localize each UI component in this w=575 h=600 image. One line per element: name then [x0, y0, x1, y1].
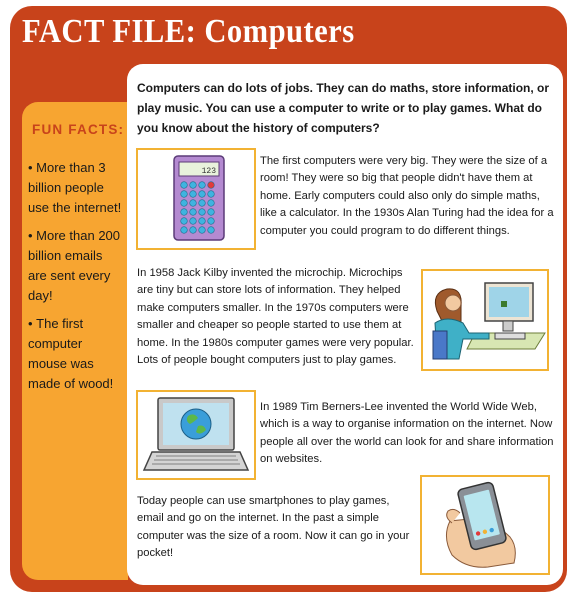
laptop-globe-icon	[138, 392, 254, 478]
fun-fact-item: • More than 200 billion emails are sent every day!	[28, 226, 124, 306]
fun-facts-heading: FUN FACTS:	[32, 122, 125, 137]
calculator-image	[136, 148, 256, 250]
calculator-icon	[138, 150, 254, 248]
girl-at-computer-icon	[423, 271, 547, 369]
smartphone-image	[420, 475, 550, 575]
section-text-world-wide-web: In 1989 Tim Berners-Lee invented the World Wide Web, which is a way to organise information on the internet. Now people all over the world can look for and share information on websites.	[260, 401, 554, 466]
fun-fact-item: • More than 3 billion people use the internet!	[28, 158, 124, 218]
intro-text: Computers can do lots of jobs. They can do maths, store information, or play music. You can use a computer to write or to play games. What do you know about the history of computers?	[137, 81, 550, 135]
calculator-display: 123	[201, 167, 216, 176]
section-text-microchip: In 1958 Jack Kilby invented the microchip. Microchips are tiny but can store lots of information. They helped make computers smaller. In the 1970s computers were smaller and cheaper so people started to use them at home. In the 1980s computer games were very popular. Lots of people bought computers just to play games.	[137, 267, 414, 367]
page-title: FACT FILE: Computers	[22, 13, 355, 50]
smartphone-hand-icon	[422, 477, 548, 573]
fun-facts-list	[28, 158, 124, 402]
section-text-smartphones: Today people can use smartphones to play games, email and go on the internet. In the past a simple computer was the size of a room. Now it can go in your pocket!	[137, 495, 410, 560]
laptop-image	[136, 390, 256, 480]
section-text-first-computers: The first computers were very big. They were the size of a room! They were so big that people didn't have them at home. Early computers could also only do simple maths, like a calculator. In the 1930s Alan Turing had the idea for a computer you could program to do different things.	[260, 155, 554, 237]
fun-fact-item: • The first computer mouse was made of wood!	[28, 314, 124, 394]
girl-computer-image	[421, 269, 549, 371]
